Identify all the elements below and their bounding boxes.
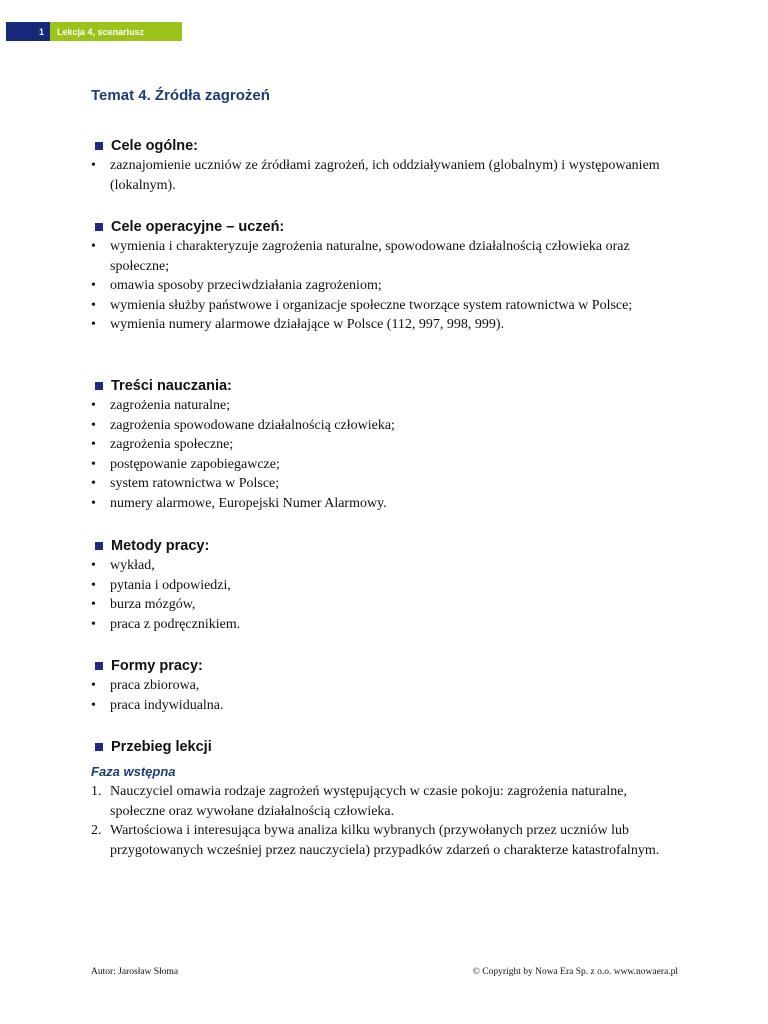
list-item: • zagrożenia naturalne; [91,396,691,416]
list-item: • zagrożenia spowodowane działalnością człowieka; [91,416,691,436]
step-number: 1. [91,784,102,799]
square-bullet-icon [95,223,103,231]
bullet-list [91,676,691,715]
section-heading [91,535,691,556]
list-item: • zaznajomienie uczniów ze źródłami zagrożeń, ich oddziaływaniem (globalnym) i występowaniem (lokalnym). [91,158,660,193]
section-heading [91,135,691,156]
section-lesson-flow [91,736,691,757]
page-title: Temat 4. Źródła zagrożeń [91,87,270,104]
bullet-icon: • [91,398,96,413]
numbered-list [91,782,681,860]
bullet-icon: • [91,437,96,452]
list-item: • wykład, [91,556,691,576]
bullet-icon: • [91,616,96,632]
list-item: • numery alarmowe, Europejski Numer Alarmowy. [91,494,691,514]
bullet-list [91,556,691,634]
section-heading-text: Treści nauczania: [111,377,232,394]
bullet-icon: • [91,297,96,313]
section-work-methods [91,535,691,634]
section-heading [91,216,691,237]
section-heading-text: Przebieg lekcji [111,738,212,755]
lesson-label: Lekcja 4, scenariusz [57,26,145,37]
page-number: 1 [38,26,44,37]
list-item: • postępowanie zapobiegawcze; [91,455,691,475]
square-bullet-icon [95,142,103,150]
bullet-list [91,156,691,195]
section-work-forms [91,655,691,715]
bullet-icon: • [91,697,96,713]
lesson-label-badge [50,22,182,41]
bullet-icon: • [91,577,96,593]
section-heading-text: Metody pracy: [111,537,210,554]
footer-author: Autor: Jarosław Słoma [91,967,179,977]
list-item: • pytania i odpowiedzi, [91,576,691,596]
bullet-icon: • [91,158,96,173]
section-general-goals [91,135,691,195]
square-bullet-icon [95,382,103,390]
section-heading [91,375,691,396]
square-bullet-icon [95,542,103,550]
list-item: • wymienia numery alarmowe działające w Polsce (112, 997, 998, 999). [91,315,691,335]
phase-title: Faza wstępna [91,764,176,779]
bullet-icon: • [91,456,96,472]
section-heading-text: Cele ogólne: [111,137,199,154]
list-item: 1. Nauczyciel omawia rodzaje zagrożeń występujących w czasie pokoju: zagrożenia naturalne, społeczne oraz wywołane działalnością człowieka. [91,784,627,819]
list-item: • zagrożenia społeczne; [91,435,691,455]
list-item: • wymienia służby państwowe i organizacje społeczne tworzące system ratownictwa w Polsce; [91,296,691,316]
section-operational-goals [91,216,691,335]
bullet-icon: • [91,417,96,433]
bullet-icon: • [91,239,96,254]
section-heading-text: Formy pracy: [111,657,203,674]
bullet-list [91,396,691,513]
page-header [6,22,182,41]
page-number-badge [6,22,50,41]
list-item: • omawia sposoby przeciwdziałania zagrożeniom; [91,276,691,296]
square-bullet-icon [95,662,103,670]
step-number: 2. [91,823,102,838]
bullet-icon: • [91,678,96,693]
section-heading [91,655,691,676]
section-heading [91,736,691,757]
bullet-icon: • [91,317,96,332]
list-item: • wymienia i charakteryzuje zagrożenia naturalne, spowodowane działalnością człowieka oraz społeczne; [91,239,630,274]
list-item: • praca z podręcznikiem. [91,615,691,635]
bullet-icon: • [91,558,96,573]
list-item: 2. Wartościowa i interesująca bywa analiza kilku wybranych (przywołanych przez uczniów lub przygotowanych wcześniej przez nauczyciela) przypadków zdarzeń o charakterze katastrofalnym. [91,823,660,858]
bullet-list [91,237,691,335]
list-item: • system ratownictwa w Polsce; [91,474,691,494]
bullet-icon: • [91,278,96,293]
section-heading-text: Cele operacyjne – uczeń: [111,218,285,235]
list-item: • praca zbiorowa, [91,676,691,696]
bullet-icon: • [91,597,96,612]
footer-copyright: © Copyright by Nowa Era Sp. z o.o. www.nowaera.pl [472,967,678,977]
bullet-icon: • [91,476,96,491]
section-teaching-content [91,375,691,513]
list-item: • praca indywidualna. [91,696,691,716]
square-bullet-icon [95,743,103,751]
bullet-icon: • [91,495,96,511]
list-item: • burza mózgów, [91,595,691,615]
